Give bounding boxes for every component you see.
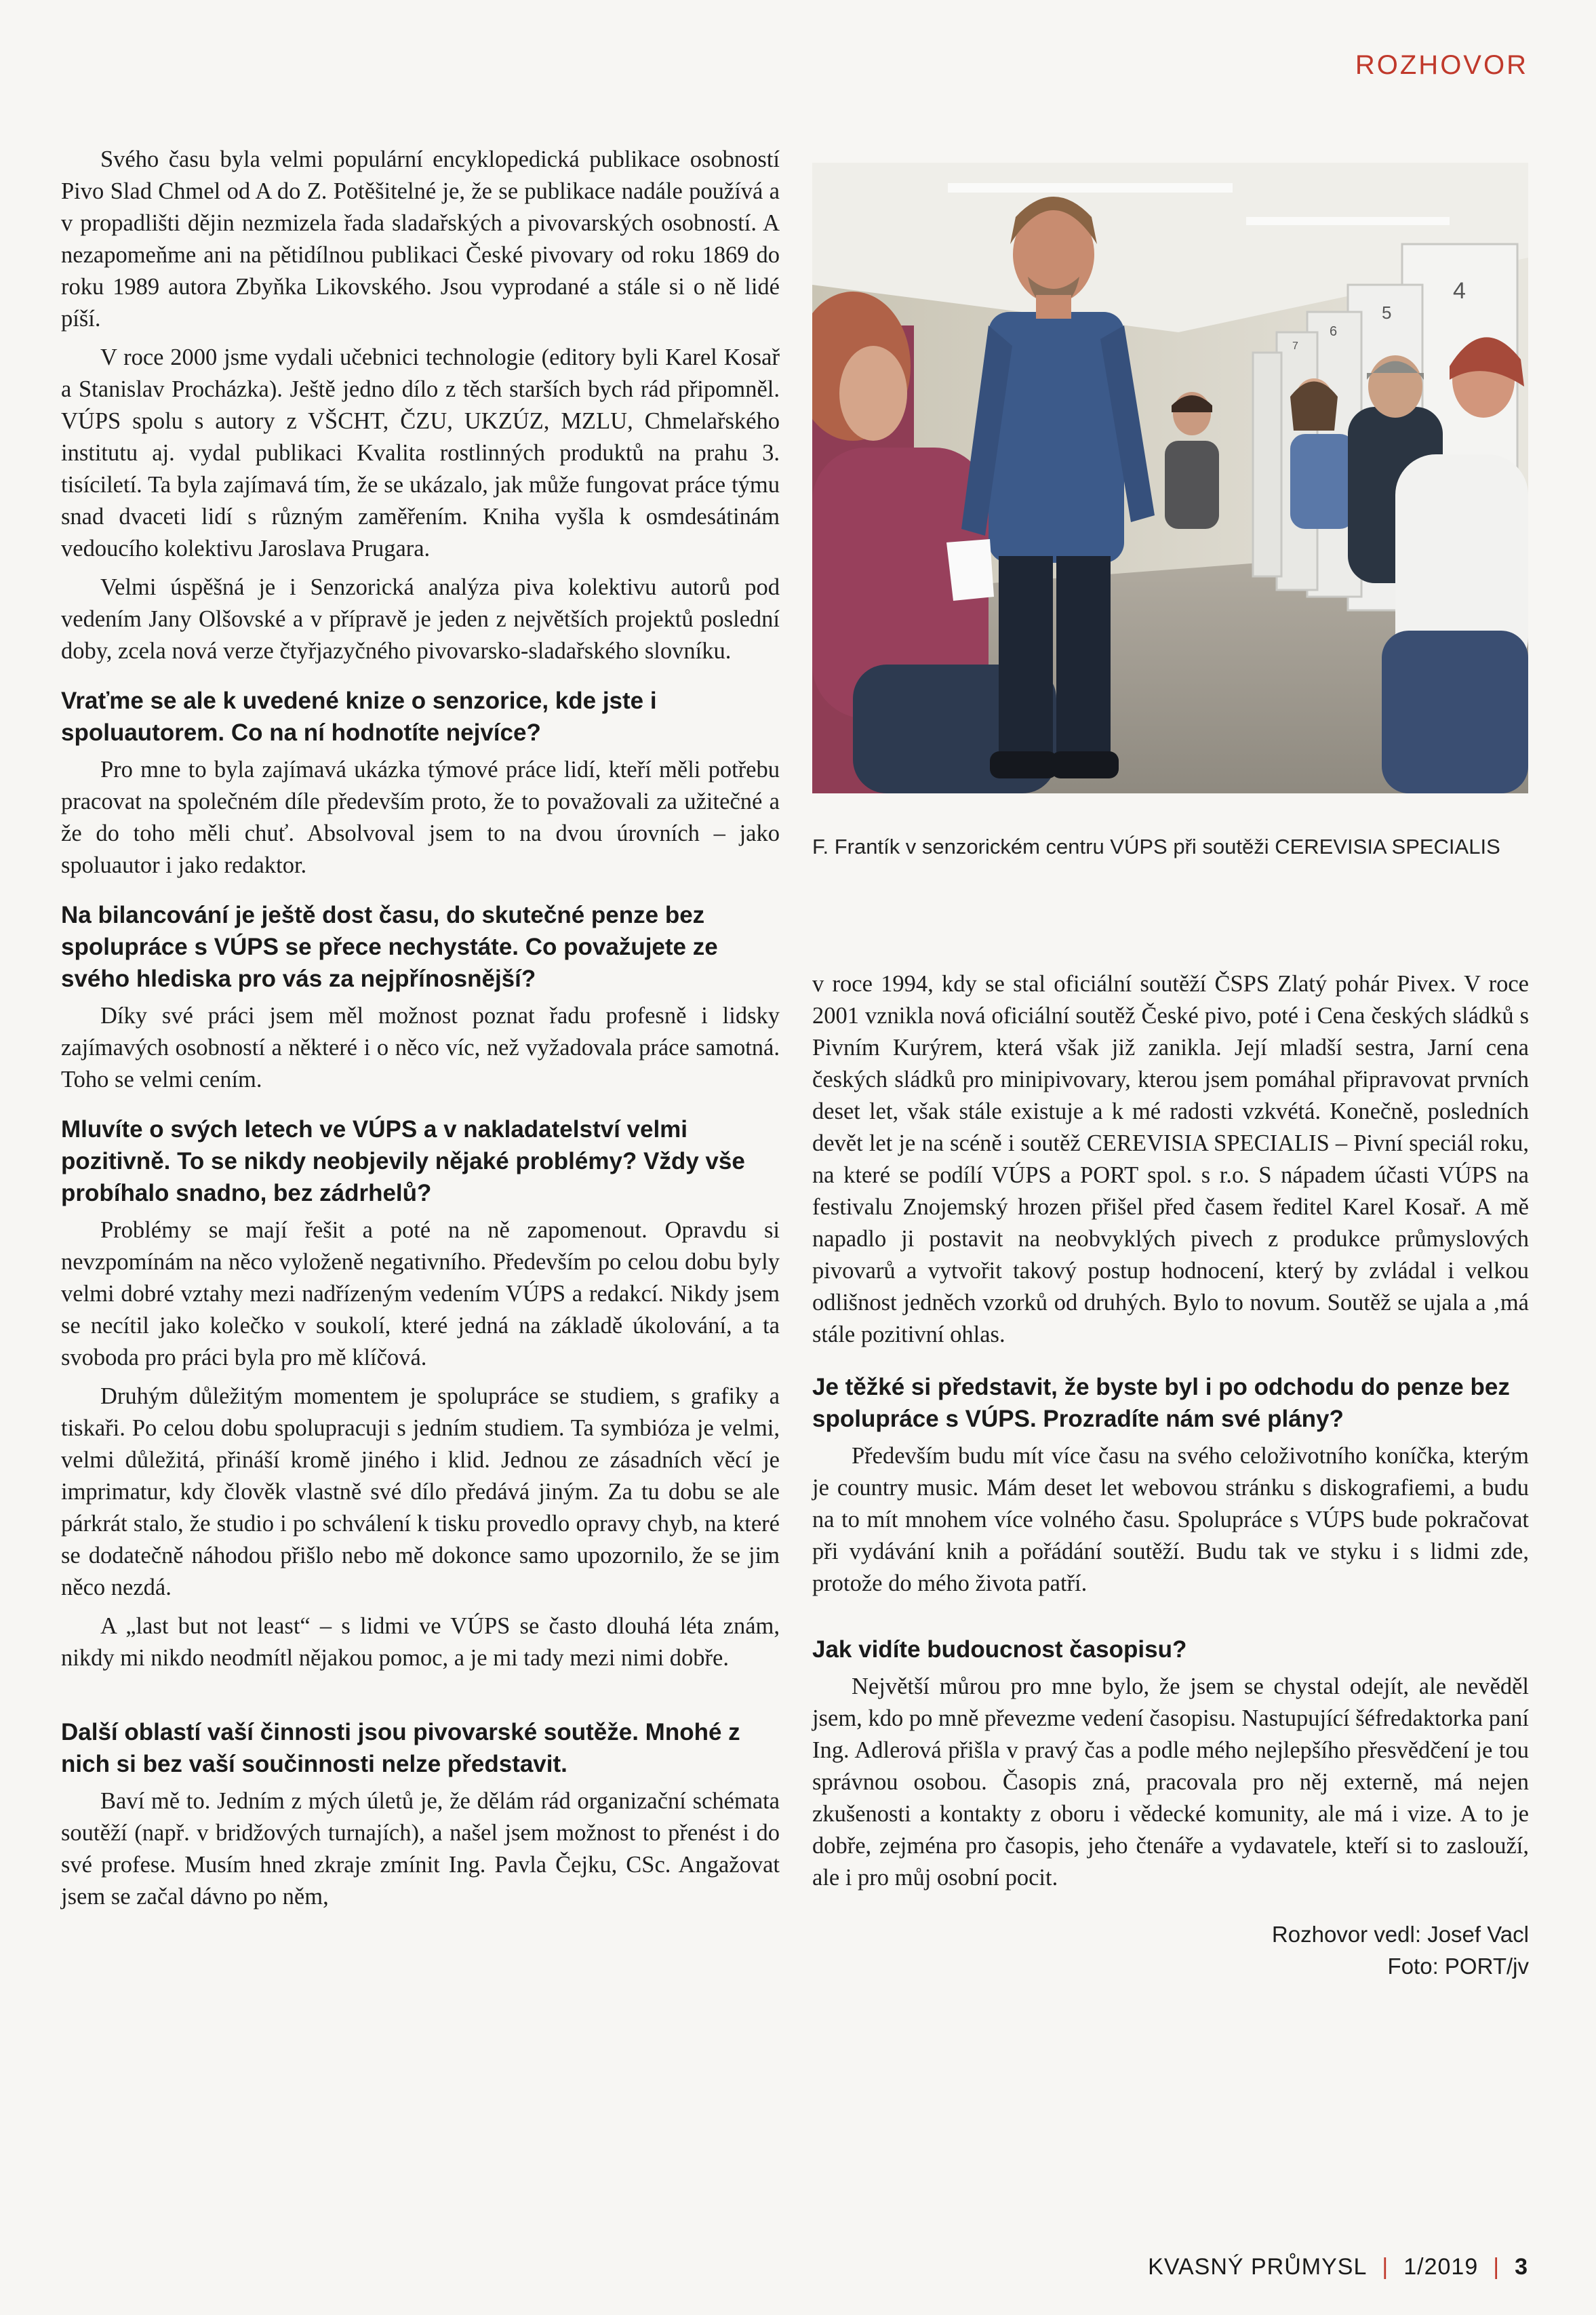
booth-number: 4 xyxy=(1453,278,1466,304)
right-column xyxy=(812,968,1529,1982)
paragraph: v roce 1994, kdy se stal oficiální soutěží ČSPS Zlatý pohár Pivex. V roce 2001 vznikla nová oficiální soutěž České pivo, poté i Cena českých sládků s Pivním Kurýrem, která však již zanikla. Její mladší sestra, Jarní cena českých sládků pro minipivovary, kterou jsem pomáhal připravovat prvních deset let, však stále existuje a k mé radosti vzkvétá. Konečně, posledních devět let je na scéně i soutěž CEREVISIA SPECIALIS – Pivní speciál roku, na které se podílí VÚPS a PORT spol. s r.o. S nápadem účasti VÚPS na festivalu Znojemský hrozen přišel před časem ředitel Karel Kosař. A mě napadlo ji postavit na neobvyklých pivech z produkce průmyslových pivovarů a vytvořit takový postup hodnocení, který by zvládal i velkou odlišnost jedněch vzorků od druhých. Bylo to novum. Soutěž se ujala a ‚má stále pozitivní ohlas. xyxy=(812,971,1529,1347)
interview-question: Je těžké si představit, že byste byl i po odchodu do penze bez spolupráce s VÚPS. Prozradíte nám své plány? xyxy=(812,1374,1510,1432)
author-credit: Rozhovor vedl: Josef Vacl xyxy=(1271,1922,1529,1947)
photo xyxy=(812,163,1528,793)
booth-number: 5 xyxy=(1382,302,1392,323)
interview-question: Další oblastí vaší činnosti jsou pivovarské soutěže. Mnohé z nich si bez vaší součinnosti nelze představit. xyxy=(61,1719,740,1777)
paragraph: Problémy se mají řešit a poté na ně zapomenout. Opravdu si nevzpomínám na něco vyloženě negativního. Především po celou dobu byly velmi dobré vztahy mezi nadřízeným vedením VÚPS a redakcí. Nikdy jsem se necítil jako kolečko v soukolí, které jedná na základě úkolování, a ta svoboda pro práci byla pro mě klíčová. xyxy=(61,1217,780,1370)
interview-question: Na bilancování je ještě dost času, do skutečné penze bez spolupráce s VÚPS se přece nechystáte. Co považujete ze svého hlediska pro vás za nejpřínosnější? xyxy=(61,902,718,992)
paragraph: Velmi úspěšná je i Senzorická analýza piva kolektivu autorů pod vedením Jany Olšovské a v přípravě je jeden z největších projektů poslední doby, zcela nová verze čtyřjazyčného pivovarsko-sladařského slovníku. xyxy=(61,574,780,664)
paragraph: Baví mě to. Jedním z mých úletů je, že dělám rád organizační schémata soutěží (např. v bridžových turnajích), a našel jsem možnost to přenést i do své profese. Musím hned zkraje zmínit Ing. Pavla Čejku, CSc. Angažovat jsem se začal dávno po něm, xyxy=(61,1788,780,1910)
paragraph: Největší můrou pro mne bylo, že jsem se chystal odejít, ale nevěděl jsem, kdo po mně převezme vedení časopisu. Nastupující šéfredaktorka paní Ing. Adlerová přišla v pravý čas a podle mého nejlepšího přesvědčení je tou správnou osobou. Časopis zná, pracovala pro něj externě, má nejen zkušenosti a kontakty z oboru i vědecké komunity, ale má i vize. A to je dobře, zejména pro časopis, jeho čtenáře a vydavatele, kteří si to zaslouží, ale i pro můj osobní pocit. xyxy=(812,1674,1529,1891)
interview-question: Vraťme se ale k uvedené knize o senzorice, kde jste i spoluautorem. Co na ní hodnotíte nejvíce? xyxy=(61,688,657,746)
paragraph: Druhým důležitým momentem je spolupráce se studiem, s grafiky a tiskaři. Po celou dobu spolupracuji s jedním studiem. Ta symbióza je velmi, velmi důležitá, přináší kromě jiného i klid. Jednou ze zásadních věcí je imprimatur, kdy člověk vlastně své dílo předává jiným. Za tu dobu se ale párkrát stalo, že studio i po schválení k tisku provedlo opravy chyb, na které se dodatečně náhodou přišlo nebo mě dokonce samo upozornilo, že se jim něco nezdá. xyxy=(61,1383,780,1600)
paragraph: V roce 2000 jsme vydali učebnici technologie (editory byli Karel Kosař a Stanislav Procházka). Ještě jedno dílo z těch starších bych rád připomněl. VÚPS spolu s autory z VŠCHT, ČZU, UKZÚZ, MZLU, Chmelařského institutu aj. vydal publikaci Kvalita rostlinných produktů na prahu 3. tisíciletí. Ta byla zajímavá tím, že se ukázalo, jak může fungovat práce týmu snad dvaceti lidí s různým zaměřením. Kniha vyšla k osmdesátinám vedoucího kolektivu Jaroslava Prugara. xyxy=(61,344,780,561)
page-number: 3 xyxy=(1515,2254,1528,2280)
journal-name: KVASNÝ PRŮMYSL xyxy=(1148,2254,1368,2280)
booth-number: 7 xyxy=(1292,340,1298,352)
paragraph: Díky své práci jsem měl možnost poznat řadu profesně i lidsky zajímavých osobností a některé i o něco víc, než vyžadovala práce samotná. Toho se velmi cením. xyxy=(61,1003,780,1092)
section-label: ROZHOVOR xyxy=(1355,50,1528,80)
interview-question: Jak vidíte budoucnost časopisu? xyxy=(812,1636,1187,1663)
issue-number: 1/2019 xyxy=(1403,2254,1479,2280)
footer-divider: | xyxy=(1382,2254,1389,2280)
paragraph: A „last but not least“ – s lidmi ve VÚPS se často dlouhá léta znám, nikdy mi nikdo neodmítl nějakou pomoc, a je mi tady mezi nimi dobře. xyxy=(61,1613,780,1671)
interview-question: Mluvíte o svých letech ve VÚPS a v nakladatelství velmi pozitivně. To se nikdy neobjevily nějaké problémy? Vždy vše probíhalo snadno, bez zádrhelů? xyxy=(61,1116,745,1206)
paragraph: Především budu mít více času na svého celoživotního koníčka, kterým je country music. Mám deset let webovou stránku s diskografiemi, a budu na to mít mnohem více volného času. Spolupráce s VÚPS bude pokračovat při vydávání knih a pořádání soutěží. Budu tak ve styku i s lidmi zde, protože do mého života patří. xyxy=(812,1443,1529,1596)
footer-divider: | xyxy=(1493,2254,1500,2280)
paragraph: Pro mne to byla zajímavá ukázka týmové práce lidí, kteří měli potřebu pracovat na společném díle především proto, že to považovali za užitečné a že do toho měli chuť. Absolvoval jsem to na dvou úrovních – jako spoluautor i jako redaktor. xyxy=(61,757,780,878)
left-column xyxy=(61,144,780,1913)
photo-caption: F. Frantík v senzorickém centru VÚPS při soutěži CEREVISIA SPECIALIS xyxy=(812,835,1500,858)
page-footer xyxy=(1148,2254,1528,2280)
paragraph: Svého času byla velmi populární encyklopedická publikace osobností Pivo Slad Chmel od A do Z. Potěšitelné je, že se publikace nadále používá a v propadlišti dějin nezmizela řada sladařských a pivovarských osobností. A nezapomeňme ani na pětidílnou publikaci České pivovary od roku 1869 do roku 1989 autora Zbyňka Likovského. Jsou vyprodané a stále si o ně lidé píší. xyxy=(61,146,780,332)
booth-number: 6 xyxy=(1330,324,1338,339)
photo-credit: Foto: PORT/jv xyxy=(1387,1954,1529,1979)
photo-illustration xyxy=(812,163,1528,793)
